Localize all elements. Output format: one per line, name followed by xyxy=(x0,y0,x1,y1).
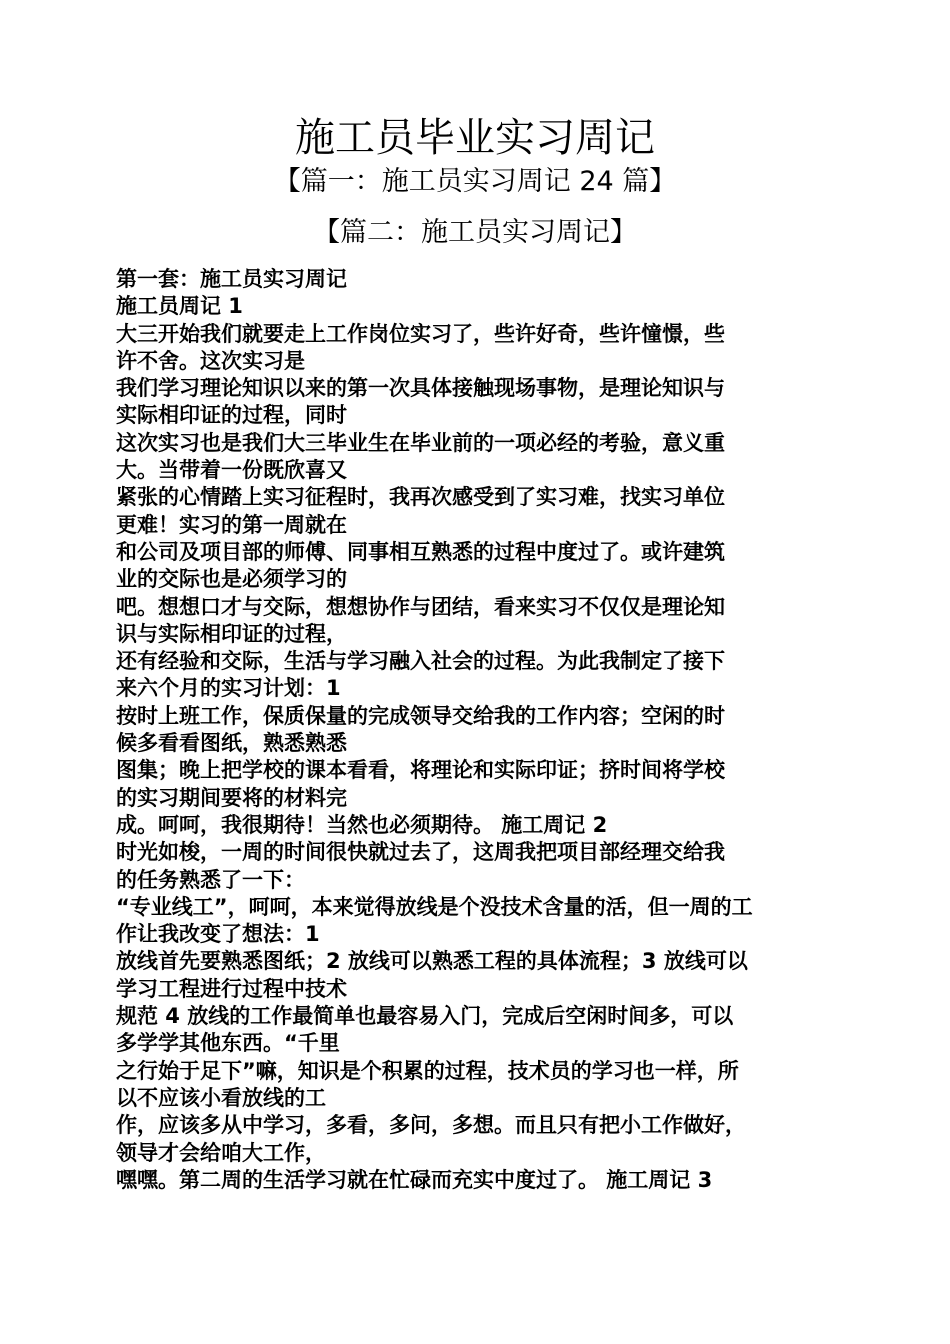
body-text-line: 和公司及项目部的师傅、同事相互熟悉的过程中度过了。或许建筑 xyxy=(116,539,725,564)
body-text-line: 以不应该小看放线的工 xyxy=(116,1085,326,1110)
body-text-line: 紧张的心情踏上实习征程时，我再次感受到了实习难，找实习单位 xyxy=(116,485,725,510)
document-title: 施工员毕业实习周记 xyxy=(295,115,655,161)
body-text-line: 许不舍。这次实习是 xyxy=(116,348,305,373)
body-text-line: 作，应该多从中学习，多看，多问，多想。而且只有把小工作做好， xyxy=(116,1113,746,1138)
body-text-line: 规范 4 放线的工作最简单也最容易入门，完成后空闲时间多，可以 xyxy=(116,1004,734,1029)
body-text-line: 大。当带着一份既欣喜又 xyxy=(116,458,347,483)
body-text-line: 识与实际相印证的过程， xyxy=(116,621,347,646)
body-text-line: 施工员周记 1 xyxy=(116,294,243,319)
body-text-line: “专业线工”，呵呵，本来觉得放线是个没技术含量的活，但一周的工 xyxy=(116,894,753,919)
body-text-line: 成。呵呵，我很期待！当然也必须期待。 施工周记 2 xyxy=(116,812,608,837)
body-text-line: 还有经验和交际，生活与学习融入社会的过程。为此我制定了接下 xyxy=(116,649,725,674)
body-text-line: 放线首先要熟悉图纸；2 放线可以熟悉工程的具体流程；3 放线可以 xyxy=(116,949,748,974)
body-text-line: 按时上班工作，保质保量的完成领导交给我的工作内容；空闲的时 xyxy=(116,703,725,728)
body-text-line: 我们学习理论知识以来的第一次具体接触现场事物，是理论知识与 xyxy=(116,376,725,401)
body-text-line: 多学学其他东西。“千里 xyxy=(116,1031,340,1056)
body-text-line: 领导才会给咱大工作， xyxy=(116,1140,326,1165)
body-text-line: 学习工程进行过程中技术 xyxy=(116,976,347,1001)
body-text-line: 第一套：施工员实习周记 xyxy=(116,267,347,291)
body-text-line: 吧。想想口才与交际，想想协作与团结，看来实习不仅仅是理论知 xyxy=(116,594,725,619)
section-heading-2: 【篇二：施工员实习周记】 xyxy=(313,217,637,248)
body-text-line: 业的交际也是必须学习的 xyxy=(116,567,347,592)
body-text-line: 嘿嘿。第二周的生活学习就在忙碌而充实中度过了。 施工周记 3 xyxy=(116,1167,713,1192)
document-body xyxy=(116,266,836,1194)
body-text-line: 作让我改变了想法：1 xyxy=(116,922,320,947)
body-text-line: 时光如梭，一周的时间很快就过去了，这周我把项目部经理交给我 xyxy=(116,840,725,865)
section-heading-1: 【篇一：施工员实习周记 24 篇】 xyxy=(273,166,677,197)
body-text-line: 更难！实习的第一周就在 xyxy=(116,512,347,537)
body-text-line: 的任务熟悉了一下： xyxy=(116,867,305,892)
body-text-line: 实际相印证的过程，同时 xyxy=(116,403,347,428)
body-text-line: 候多看看图纸，熟悉熟悉 xyxy=(116,731,347,756)
body-text-line: 这次实习也是我们大三毕业生在毕业前的一项必经的考验，意义重 xyxy=(116,430,725,455)
body-text-line: 之行始于足下”嘛，知识是个积累的过程，技术员的学习也一样，所 xyxy=(116,1058,739,1083)
body-text-line: 大三开始我们就要走上工作岗位实习了，些许好奇，些许憧憬，些 xyxy=(116,321,725,346)
body-text-line: 来六个月的实习计划：1 xyxy=(116,676,341,701)
body-text-line: 的实习期间要将的材料完 xyxy=(116,785,347,810)
body-text-line: 图集；晚上把学校的课本看看，将理论和实际印证；挤时间将学校 xyxy=(116,758,725,783)
